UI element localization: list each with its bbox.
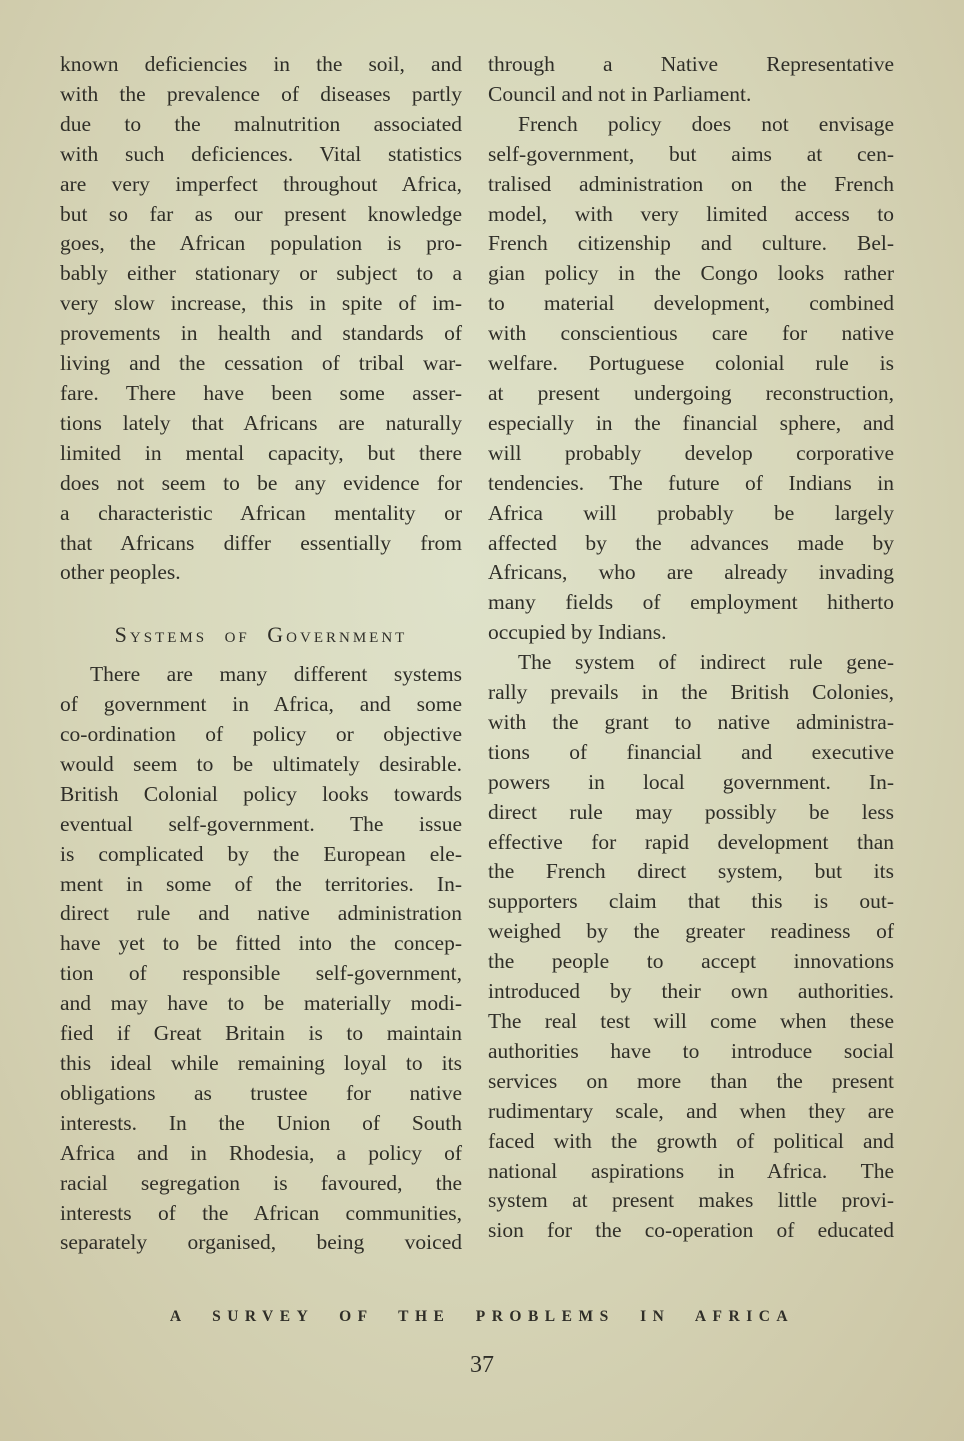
text-line: occupied by Indians. — [488, 620, 667, 645]
text-line: but so far as our present knowledge — [60, 201, 462, 226]
text-line: does not seem to be any evidence for — [60, 470, 462, 495]
text-line: services on more than the present — [488, 1068, 894, 1093]
text-line: other peoples. — [60, 560, 181, 585]
text-line: French citizenship and culture. Bel- — [488, 231, 894, 256]
text-line: authorities have to introduce social — [488, 1038, 894, 1063]
text-line: provements in health and standards of — [60, 321, 462, 346]
text-line: self-government, but aims at cen- — [488, 141, 894, 166]
running-title: A SURVEY OF THE PROBLEMS IN AFRICA — [169, 1308, 795, 1325]
text-line: racial segregation is favoured, the — [60, 1170, 462, 1195]
text-line: that Africans differ essentially from — [60, 530, 462, 555]
text-line: of government in Africa, and some — [60, 692, 462, 717]
left-column — [60, 50, 462, 1258]
text-line: through a Native Representative — [488, 52, 894, 76]
text-line: this ideal while remaining loyal to its — [60, 1051, 462, 1075]
text-line: Africans, who are already invading — [488, 560, 894, 585]
text-line: direct rule and native administration — [60, 901, 462, 926]
text-line: weighed by the greater readiness of — [488, 919, 894, 944]
page-number: 37 — [470, 1352, 494, 1378]
text-line: would seem to be ultimately desirable. — [60, 751, 462, 776]
text-line: tendencies. The future of Indians in — [488, 470, 894, 495]
text-line: The real test will come when these — [488, 1009, 894, 1033]
text-line: due to the malnutrition associated — [60, 111, 462, 136]
text-line: tralised administration on the French — [488, 171, 894, 196]
text-line: fied if Great Britain is to maintain — [60, 1021, 462, 1046]
text-line: The system of indirect rule gene- — [518, 650, 894, 675]
text-line: powers in local government. In- — [488, 769, 894, 794]
text-line: national aspirations in Africa. The — [488, 1158, 894, 1183]
text-line: with the prevalence of diseases partly — [60, 81, 462, 106]
text-line: interests of the African communities, — [60, 1200, 462, 1225]
text-line: welfare. Portuguese colonial rule is — [488, 351, 894, 376]
text-line: the people to accept innovations — [488, 949, 894, 974]
text-line: goes, the African population is pro- — [60, 231, 462, 256]
text-line: obligations as trustee for native — [60, 1080, 462, 1105]
text-line: introduced by their own authorities. — [488, 979, 894, 1004]
text-line: living and the cessation of tribal war- — [60, 351, 462, 376]
text-line: and may have to be materially modi- — [60, 991, 462, 1016]
text-line: fare. There have been some asser- — [60, 380, 462, 405]
text-line: faced with the growth of political and — [488, 1128, 894, 1153]
text-line: Africa and in Rhodesia, a policy of — [60, 1140, 462, 1165]
text-line: British Colonial policy looks towards — [60, 781, 462, 806]
text-line: separately organised, being voiced — [60, 1230, 462, 1255]
text-line: will probably develop corporative — [488, 440, 894, 465]
text-line: with such deficiences. Vital statistics — [60, 141, 462, 166]
right-column — [488, 50, 894, 1246]
text-line: with the grant to native administra- — [488, 709, 894, 734]
text-line: There are many different systems — [90, 662, 462, 687]
text-line: French policy does not envisage — [518, 111, 894, 136]
text-line: at present undergoing reconstruction, — [488, 380, 894, 405]
text-line: tions of financial and executive — [488, 739, 894, 764]
text-line: the French direct system, but its — [488, 859, 894, 884]
text-line: co-ordination of policy or objective — [60, 722, 462, 747]
text-line: interests. In the Union of South — [60, 1110, 462, 1135]
text-line: is complicated by the European ele- — [60, 841, 462, 866]
text-line: Council and not in Parliament. — [488, 81, 752, 106]
text-line: rudimentary scale, and when they are — [488, 1098, 894, 1123]
text-line: model, with very limited access to — [488, 201, 894, 226]
text-line: bably either stationary or subject to a — [60, 261, 462, 286]
text-line: ment in some of the territories. In- — [60, 871, 462, 896]
text-line: limited in mental capacity, but there — [60, 440, 462, 465]
section-heading: Systems of Government — [114, 622, 408, 648]
text-line: affected by the advances made by — [488, 530, 894, 555]
text-line: many fields of employment hitherto — [488, 590, 894, 615]
text-line: especially in the financial sphere, and — [488, 410, 894, 435]
text-line: Africa will probably be largely — [488, 500, 894, 525]
text-line: a characteristic African mentality or — [60, 500, 462, 525]
text-line: eventual self-government. The issue — [60, 811, 462, 836]
text-line: known deficiencies in the soil, and — [60, 52, 462, 76]
text-line: gian policy in the Congo looks rather — [488, 261, 894, 286]
text-line: are very imperfect throughout Africa, — [60, 171, 462, 196]
text-line: have yet to be fitted into the concep- — [60, 931, 462, 956]
text-line: to material development, combined — [488, 291, 894, 316]
text-line: effective for rapid development than — [488, 829, 894, 854]
text-line: system at present makes little provi- — [488, 1188, 894, 1213]
text-line: tions lately that Africans are naturally — [60, 410, 462, 435]
text-line: sion for the co-operation of educated — [488, 1218, 894, 1243]
text-line: direct rule may possibly be less — [488, 799, 894, 824]
text-line: tion of responsible self-government, — [60, 961, 462, 986]
text-line: supporters claim that this is out- — [488, 889, 894, 914]
text-line: rally prevails in the British Colonies, — [488, 680, 894, 705]
text-line: with conscientious care for native — [488, 321, 894, 346]
text-line: very slow increase, this in spite of im- — [60, 291, 462, 316]
